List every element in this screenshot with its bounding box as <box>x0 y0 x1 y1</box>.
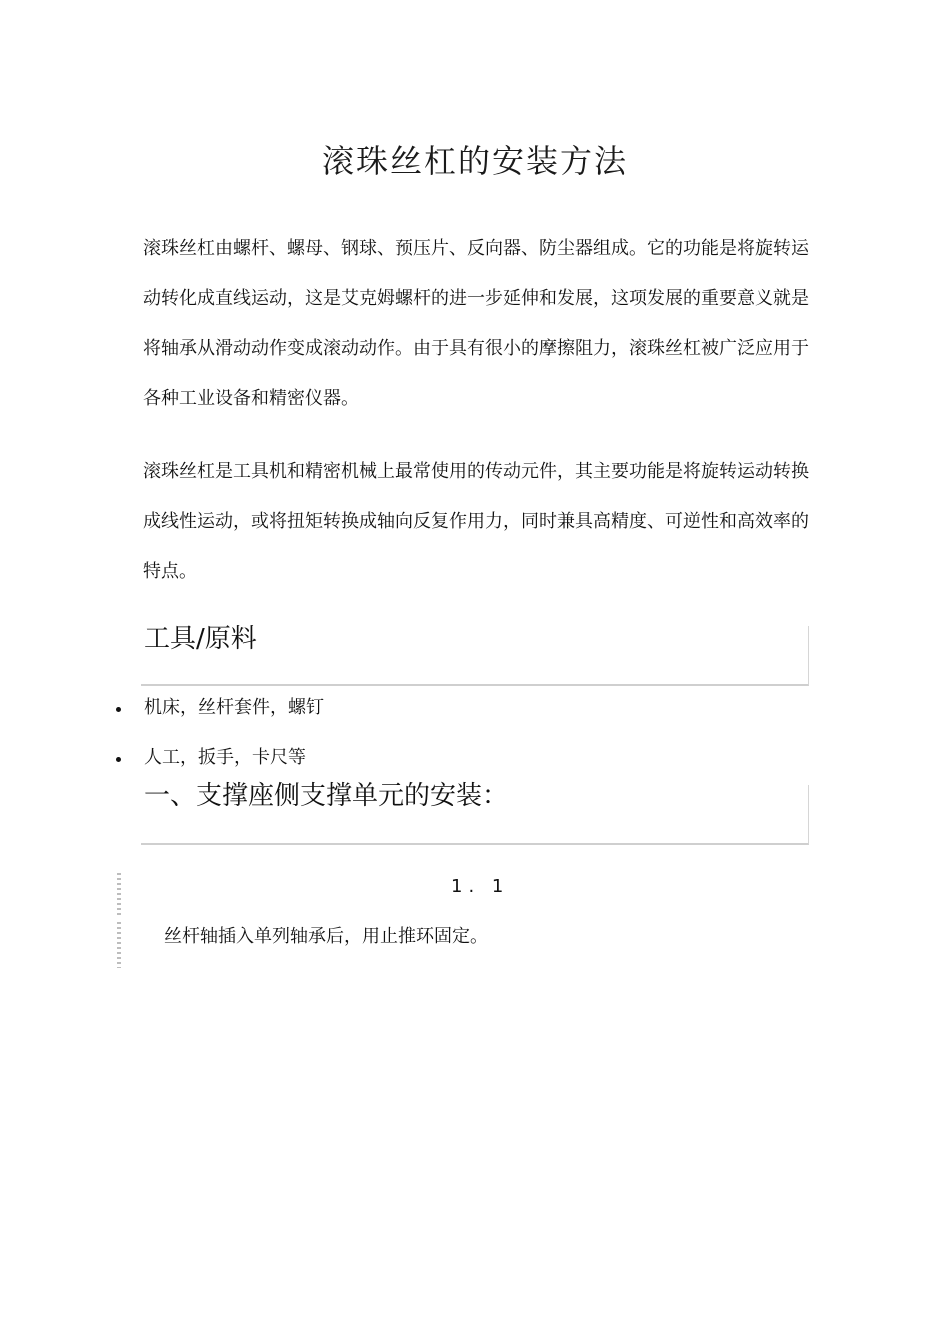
intro-paragraph: 滚珠丝杠由螺杆、螺母、钢球、预压片、反向器、防尘器组成。它的功能是将旋转运动转化成直线运动，这是艾克姆螺杆的进一步延伸和发展，这项发展的重要意义就是将轴承从滑动动作变成滚动动作。由于具有很小的摩擦阻力，滚珠丝杠被广泛应用于各种工业设备和精密仪器。 <box>143 238 809 409</box>
document-title: 滚珠丝杠的安装方法 <box>321 142 628 180</box>
bullet-icon <box>116 707 121 712</box>
tools-heading: 工具/原料 <box>144 624 257 654</box>
margin-mark <box>117 922 121 968</box>
list-item <box>116 693 806 723</box>
step-section-heading: 一、支撑座侧支撑单元的安装： <box>144 781 509 811</box>
tools-section-header <box>141 626 809 686</box>
step-section-header <box>141 781 809 845</box>
margin-mark <box>117 873 121 915</box>
function-paragraph: 滚珠丝杠是工具机和精密机械上最常使用的传动元件，其主要功能是将旋转运动转换成线性运动，或将扭矩转换成轴向反复作用力，同时兼具高精度、可逆性和高效率的特点。 <box>143 461 809 582</box>
list-item <box>116 743 806 773</box>
list-item-text: 机床，丝杆套件，螺钉 <box>144 697 324 718</box>
bullet-icon <box>116 757 121 762</box>
list-item-text: 人工，扳手，卡尺等 <box>144 747 306 768</box>
step-text: 丝杆轴插入单列轴承后，用止推环固定。 <box>164 926 488 947</box>
step-number: 1. 1 <box>451 876 510 897</box>
